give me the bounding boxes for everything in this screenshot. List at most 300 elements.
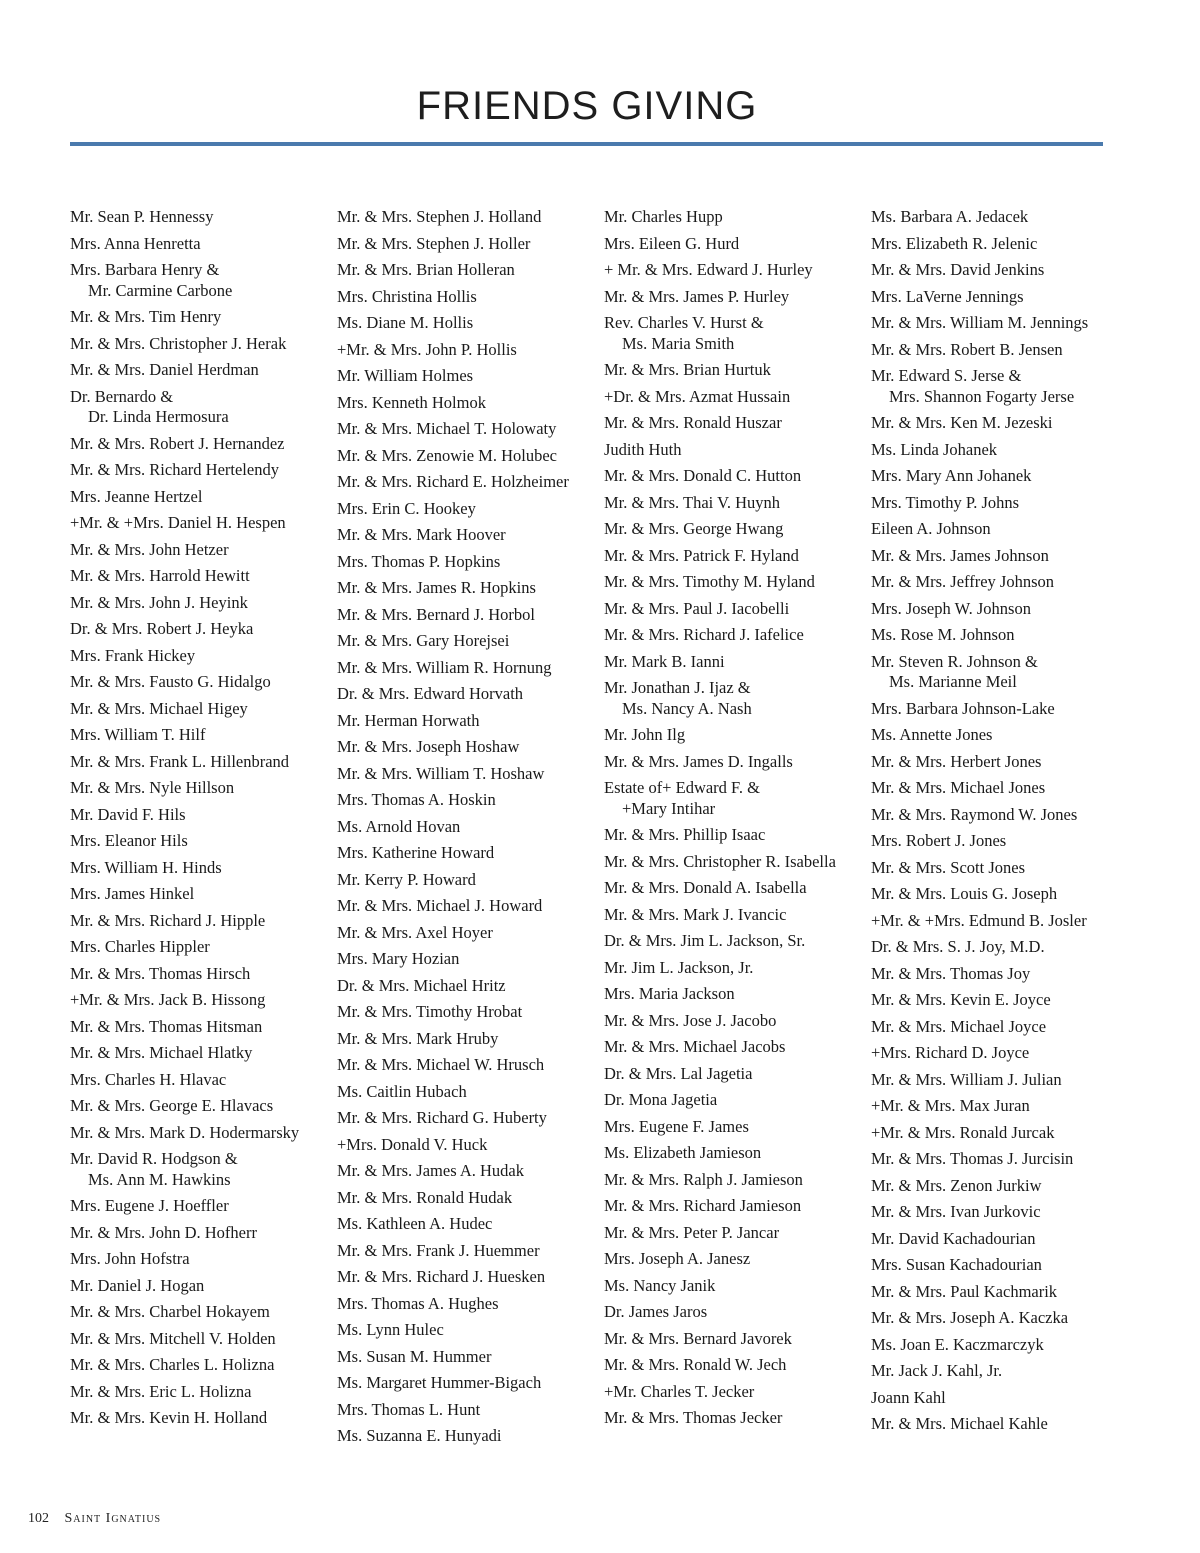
donor-name	[871, 546, 1133, 567]
donor-name	[337, 631, 599, 652]
donor-name	[871, 1308, 1133, 1329]
donor-name-line: Mr. & Mrs. Kevin E. Joyce	[871, 990, 1051, 1009]
donor-name-line: Dr. & Mrs. Jim L. Jackson, Sr.	[604, 931, 806, 950]
donor-name	[337, 340, 599, 361]
donor-name	[337, 605, 599, 626]
donor-name-line: Mrs. Mary Ann Johanek	[871, 466, 1032, 485]
donor-name-line: Mr. & Mrs. George E. Hlavacs	[70, 1096, 274, 1115]
donor-name-line: Mr. & Mrs. Richard G. Huberty	[337, 1108, 547, 1127]
donor-name-line: Mr. & Mrs. Michael T. Holowaty	[337, 419, 557, 438]
donor-name	[70, 1096, 332, 1117]
donor-name-line: Ms. Rose M. Johnson	[871, 625, 1015, 644]
donor-name	[604, 493, 866, 514]
donor-name	[337, 1029, 599, 1050]
donor-name-line: Dr. Bernardo &	[70, 386, 174, 406]
title-divider	[70, 142, 1103, 146]
donor-name	[604, 725, 866, 746]
donor-name-line: Mr. & Mrs. Charles L. Holizna	[70, 1355, 275, 1374]
donor-name-line: Mr. & Mrs. Ivan Jurkovic	[871, 1202, 1041, 1221]
donor-name	[604, 652, 866, 673]
donor-name	[871, 752, 1133, 773]
donor-name	[604, 1064, 866, 1085]
donor-name	[604, 1117, 866, 1138]
donor-name-line: Mr. & Mrs. Tim Henry	[70, 307, 222, 326]
donor-name	[604, 440, 866, 461]
donor-name	[604, 1170, 866, 1191]
donor-name	[604, 546, 866, 567]
donor-name	[337, 976, 599, 997]
donor-name	[70, 1043, 332, 1064]
donor-name-line: Mr. & Mrs. Thomas J. Jurcisin	[871, 1149, 1074, 1168]
donor-name-line: Mr. & Mrs. Donald A. Isabella	[604, 878, 807, 897]
donor-name	[337, 764, 599, 785]
donor-name-line: Mrs. Barbara Henry &	[70, 260, 220, 279]
donor-name-line: Mr. & Mrs. Ken M. Jezeski	[871, 413, 1053, 432]
donor-name-line: Mr. & Mrs. Daniel Herdman	[70, 360, 259, 379]
donor-name	[871, 1229, 1133, 1250]
donor-name	[337, 870, 599, 891]
donor-name	[337, 737, 599, 758]
donor-name	[70, 1408, 332, 1429]
donor-name-line: Mr. & Mrs. Nyle Hillson	[70, 778, 235, 797]
donor-name-line: Mr. & Mrs. Charbel Hokayem	[70, 1302, 270, 1321]
donor-name	[604, 313, 866, 354]
donor-name	[871, 1043, 1133, 1064]
donor-name-line: Mr. John Ilg	[604, 725, 686, 744]
donor-name	[337, 1002, 599, 1023]
donor-name-continuation: Ms. Nancy A. Nash	[622, 698, 752, 718]
donor-name	[70, 434, 332, 455]
donor-column-2	[337, 207, 599, 1453]
donor-name-line: Ms. Barbara A. Jedacek	[871, 207, 1029, 226]
donor-name-line: Mr. & Mrs. Christopher J. Herak	[70, 333, 287, 353]
donor-name-line: Mr. Charles Hupp	[604, 207, 723, 226]
donor-name-line: Mrs. Christina Hollis	[337, 286, 477, 306]
donor-name-line: Mr. Mark B. Ianni	[604, 651, 725, 671]
donor-name-line: Mr. & Mrs. Robert J. Hernandez	[70, 433, 285, 453]
donor-name-line: Mr. & Mrs. John D. Hofherr	[70, 1222, 257, 1242]
donor-name-line: Mr. & Mrs. Jeffrey Johnson	[871, 572, 1055, 591]
donor-name	[337, 313, 599, 334]
donor-name	[604, 1143, 866, 1164]
donor-name-line: Mr. & Mrs. Timothy Hrobat	[337, 1002, 523, 1021]
donor-name	[871, 572, 1133, 593]
donor-column-3	[604, 207, 866, 1435]
donor-name-line: Ms. Kathleen A. Hudec	[337, 1214, 493, 1233]
donor-name-line: Ms. Caitlin Hubach	[337, 1081, 467, 1101]
donor-name-line: Mrs. Eileen G. Hurd	[604, 233, 740, 253]
donor-name	[604, 1355, 866, 1376]
donor-name	[337, 1214, 599, 1235]
donor-name-line: Mr. & Mrs. Michael W. Hrusch	[337, 1055, 545, 1074]
donor-name-line: Mr. & Mrs. Eric L. Holizna	[70, 1381, 252, 1401]
donor-name	[871, 625, 1133, 646]
donor-name	[70, 207, 332, 228]
donor-name	[604, 778, 866, 819]
donor-name-line: Dr. & Mrs. Michael Hritz	[337, 975, 506, 995]
donor-name	[337, 1267, 599, 1288]
donor-name	[871, 805, 1133, 826]
donor-name-line: Ms. Arnold Hovan	[337, 816, 461, 836]
donor-name	[337, 393, 599, 414]
donor-name-line: Mr. & Mrs. Paul Kachmarik	[871, 1281, 1058, 1301]
donor-name-line: Mr. & Mrs. Michael J. Howard	[337, 896, 543, 915]
donor-name	[871, 234, 1133, 255]
donor-name-line: Mr. & Mrs. Frank J. Huemmer	[337, 1240, 540, 1260]
donor-name	[871, 1123, 1133, 1144]
donor-name-line: Estate of+ Edward F. &	[604, 778, 760, 797]
donor-name-line: Ms. Lynn Hulec	[337, 1320, 444, 1339]
donor-name-line: Mr. & Mrs. William M. Jennings	[871, 313, 1089, 332]
donor-name	[337, 1320, 599, 1341]
donor-name-line: Mr. & Mrs. Kevin H. Holland	[70, 1408, 268, 1427]
donor-name	[337, 419, 599, 440]
donor-name-line: Mr. Steven R. Johnson &	[871, 651, 1038, 671]
donor-name	[871, 990, 1133, 1011]
donor-name	[871, 599, 1133, 620]
donor-name-line: Mr. & Mrs. David Jenkins	[871, 260, 1045, 279]
donor-name	[70, 805, 332, 826]
donor-name-line: Mrs. LaVerne Jennings	[871, 286, 1024, 306]
donor-name-continuation: +Mary Intihar	[622, 798, 716, 818]
donor-name	[70, 540, 332, 561]
donor-name	[337, 949, 599, 970]
donor-name-line: Dr. & Mrs. S. J. Joy, M.D.	[871, 937, 1045, 956]
donor-name-line: +Dr. & Mrs. Azmat Hussain	[604, 386, 791, 406]
donor-name-line: Mr. & Mrs. Brian Hurtuk	[604, 360, 771, 379]
donor-name-continuation: Ms. Marianne Meil	[889, 672, 1017, 691]
donor-name	[337, 1135, 599, 1156]
donor-name	[604, 678, 866, 719]
donor-name	[871, 1361, 1133, 1382]
donor-name	[604, 413, 866, 434]
donor-name-line: Mrs. Charles H. Hlavac	[70, 1069, 227, 1089]
donor-name	[70, 387, 332, 428]
donor-name-line: Mr. & Mrs. Thomas Hitsman	[70, 1016, 263, 1036]
donor-name	[337, 366, 599, 387]
donor-name	[337, 578, 599, 599]
donor-name	[70, 964, 332, 985]
donor-name-line: +Mr. Charles T. Jecker	[604, 1381, 755, 1401]
donor-name	[70, 778, 332, 799]
donor-name	[70, 1123, 332, 1144]
donor-name	[70, 911, 332, 932]
donor-name	[604, 260, 866, 281]
donor-name	[337, 1188, 599, 1209]
donor-name-continuation: Dr. Linda Hermosura	[88, 407, 229, 426]
donor-name	[337, 711, 599, 732]
donor-name	[70, 672, 332, 693]
donor-name-line: Mr. & Mrs. James R. Hopkins	[337, 578, 536, 597]
donor-name	[70, 1017, 332, 1038]
donor-name-line: Mr. & Mrs. Michael Joyce	[871, 1016, 1047, 1036]
donor-name	[604, 825, 866, 846]
donor-name-line: Mr. & Mrs. Peter P. Jancar	[604, 1222, 780, 1242]
donor-name	[337, 923, 599, 944]
donor-name	[871, 493, 1133, 514]
donor-name	[337, 499, 599, 520]
donor-name-line: Mr. & Mrs. Stephen J. Holland	[337, 207, 542, 226]
donor-name-line: Mrs. James Hinkel	[70, 884, 195, 903]
donor-name-continuation: Mrs. Shannon Fogarty Jerse	[889, 386, 1075, 406]
donor-name-line: Mr. & Mrs. Timothy M. Hyland	[604, 572, 815, 591]
donor-name	[337, 1108, 599, 1129]
donor-name-line: Mr. & Mrs. Christopher R. Isabella	[604, 851, 836, 871]
donor-name-line: Mrs. Charles Hippler	[70, 937, 210, 956]
donor-name-line: Mr. & Mrs. Michael Jones	[871, 778, 1046, 797]
donor-name	[70, 831, 332, 852]
donor-name-line: Mr. & Mrs. William R. Hornung	[337, 657, 552, 677]
donor-name	[337, 1082, 599, 1103]
donor-name-line: + Mr. & Mrs. Edward J. Hurley	[604, 260, 813, 279]
donor-name	[871, 1017, 1133, 1038]
donor-name	[70, 307, 332, 328]
donor-name-line: Mr. & Mrs. James P. Hurley	[604, 286, 790, 306]
donor-name	[871, 884, 1133, 905]
donor-name-line: Mr. & Mrs. Ronald Huszar	[604, 413, 782, 432]
donor-name	[70, 1355, 332, 1376]
donor-name	[70, 937, 332, 958]
donor-name-line: Mrs. Mary Hozian	[337, 949, 460, 968]
donor-name	[604, 1037, 866, 1058]
donor-name-line: Mrs. Frank Hickey	[70, 645, 196, 665]
donor-name-line: Mrs. Elizabeth R. Jelenic	[871, 233, 1038, 253]
donor-name	[604, 958, 866, 979]
donor-name	[337, 658, 599, 679]
donor-name-line: Mr. & Mrs. Mark J. Ivancic	[604, 904, 787, 924]
donor-name	[871, 260, 1133, 281]
donor-name-line: Mr. & Mrs. Joseph Hoshaw	[337, 737, 520, 756]
donor-name	[604, 387, 866, 408]
donor-name-line: Mr. & Mrs. Stephen J. Holler	[337, 233, 531, 253]
donor-name	[871, 1335, 1133, 1356]
donor-name	[70, 1223, 332, 1244]
donor-name-line: Joann Kahl	[871, 1387, 946, 1407]
donor-name	[70, 460, 332, 481]
donor-name	[604, 360, 866, 381]
donor-name	[871, 340, 1133, 361]
donor-name	[70, 646, 332, 667]
donor-name-line: Ms. Linda Johanek	[871, 439, 998, 459]
donor-name-line: Mr. & Mrs. John Hetzer	[70, 539, 229, 559]
donor-name	[337, 207, 599, 228]
donor-name	[871, 725, 1133, 746]
donor-name	[604, 572, 866, 593]
donor-name	[604, 1196, 866, 1217]
donor-name-line: Mr. & Mrs. Thai V. Huynh	[604, 492, 781, 512]
donor-name-line: Mr. & Mrs. Brian Holleran	[337, 260, 515, 279]
donor-name-line: Mrs. Thomas A. Hughes	[337, 1293, 499, 1313]
donor-name-line: Eileen A. Johnson	[871, 519, 991, 538]
donor-name	[604, 234, 866, 255]
donor-name-line: Mr. & Mrs. Richard Hertelendy	[70, 460, 279, 479]
donor-name-line: Mr. & Mrs. Michael Higey	[70, 698, 248, 718]
donor-name-line: +Mr. & +Mrs. Daniel H. Hespen	[70, 513, 286, 532]
donor-name-line: Mr. & Mrs. Herbert Jones	[871, 751, 1042, 771]
donor-name	[871, 519, 1133, 540]
donor-name	[871, 964, 1133, 985]
donor-name-line: Mr. & Mrs. Harrold Hewitt	[70, 566, 250, 585]
donor-name	[337, 1347, 599, 1368]
donor-name	[70, 858, 332, 879]
donor-name	[871, 1096, 1133, 1117]
donor-name	[604, 1249, 866, 1270]
donor-name-line: Mr. & Mrs. William J. Julian	[871, 1069, 1062, 1089]
donor-name	[871, 1414, 1133, 1435]
donor-name-line: Mr. & Mrs. Phillip Isaac	[604, 825, 766, 844]
donor-name	[604, 984, 866, 1005]
donor-name	[871, 652, 1133, 693]
donor-name	[337, 472, 599, 493]
donor-name-line: Mrs. William H. Hinds	[70, 857, 222, 877]
donor-name-line: Mr. & Mrs. Ralph J. Jamieson	[604, 1169, 803, 1189]
donor-name-line: Mr. & Mrs. Richard J. Iafelice	[604, 625, 804, 644]
donor-name	[70, 513, 332, 534]
donor-name	[604, 1011, 866, 1032]
donor-name-line: Mr. & Mrs. Richard E. Holzheimer	[337, 472, 569, 491]
donor-name-line: Ms. Suzanna E. Hunyadi	[337, 1426, 502, 1445]
donor-name-line: Mr. & Mrs. Richard J. Huesken	[337, 1267, 546, 1286]
donor-name	[70, 619, 332, 640]
donor-name	[604, 1408, 866, 1429]
donor-name-line: Mrs. Joseph A. Janesz	[604, 1249, 751, 1268]
donor-name-line: Mr. & Mrs. Thomas Hirsch	[70, 963, 251, 983]
donor-name-line: Mr. Herman Horwath	[337, 710, 480, 730]
page-number: 102	[28, 1511, 49, 1526]
donor-name	[70, 1329, 332, 1350]
donor-name	[70, 566, 332, 587]
donor-name	[70, 234, 332, 255]
donor-name-line: Mr. & Mrs. Patrick F. Hyland	[604, 545, 799, 565]
donor-name-line: Ms. Annette Jones	[871, 725, 993, 744]
donor-name-line: Dr. & Mrs. Lal Jagetia	[604, 1063, 753, 1083]
donor-name-line: Mrs. Eugene F. James	[604, 1116, 749, 1136]
donor-name	[70, 1070, 332, 1091]
donor-name	[70, 1196, 332, 1217]
donor-name-line: Mrs. Thomas A. Hoskin	[337, 790, 496, 809]
donor-name-line: Mrs. William T. Hilf	[70, 725, 206, 744]
donor-name-line: Ms. Margaret Hummer-Bigach	[337, 1373, 542, 1392]
publication-name: Saint Ignatius	[64, 1511, 162, 1526]
donor-name-line: Ms. Nancy Janik	[604, 1275, 716, 1295]
donor-name	[337, 1241, 599, 1262]
donor-name	[871, 937, 1133, 958]
donor-name-line: Mr. Sean P. Hennessy	[70, 207, 214, 226]
donor-name	[337, 684, 599, 705]
donor-name	[337, 896, 599, 917]
donor-name	[604, 287, 866, 308]
donor-name-line: +Mr. & Mrs. Jack B. Hissong	[70, 990, 266, 1009]
donor-name	[604, 752, 866, 773]
donor-name	[604, 599, 866, 620]
donor-name-line: Mr. & Mrs. Thomas Jecker	[604, 1408, 783, 1427]
donor-name	[604, 1382, 866, 1403]
donor-name	[604, 1090, 866, 1111]
donor-name	[337, 1161, 599, 1182]
donor-name	[604, 931, 866, 952]
donor-name	[871, 313, 1133, 334]
donor-name-line: Mrs. Jeanne Hertzel	[70, 486, 203, 506]
donor-name	[871, 1388, 1133, 1409]
donor-name	[70, 1149, 332, 1190]
donor-name-line: +Mr. & Mrs. Ronald Jurcak	[871, 1122, 1055, 1142]
donor-name	[70, 593, 332, 614]
donor-name	[604, 466, 866, 487]
donor-name-line: Mr. William Holmes	[337, 366, 474, 385]
donor-name-continuation: Ms. Maria Smith	[622, 333, 735, 353]
donor-name-line: Mr. & Mrs. Ronald W. Jech	[604, 1355, 787, 1374]
donor-name-line: Mr. Edward S. Jerse &	[871, 366, 1022, 385]
donor-name	[337, 552, 599, 573]
donor-name-line: Mr. David R. Hodgson &	[70, 1149, 238, 1168]
donor-column-1	[70, 207, 332, 1435]
donor-name	[604, 905, 866, 926]
donor-name-line: Mr. & Mrs. James D. Ingalls	[604, 751, 793, 771]
donor-name-line: Mr. & Mrs. Fausto G. Hidalgo	[70, 672, 271, 691]
donor-name-line: Mr. & Mrs. Raymond W. Jones	[871, 804, 1078, 824]
donor-name	[604, 207, 866, 228]
donor-name-line: Mrs. Katherine Howard	[337, 843, 495, 862]
donor-name	[871, 1202, 1133, 1223]
donor-name-line: Mr. & Mrs. George Hwang	[604, 519, 784, 538]
donor-name-line: Mrs. Thomas L. Hunt	[337, 1399, 481, 1419]
page-footer	[28, 1511, 161, 1527]
donor-name-line: Mr. & Mrs. Thomas Joy	[871, 963, 1031, 983]
donor-name	[70, 752, 332, 773]
donor-name-continuation: Ms. Ann M. Hawkins	[88, 1169, 231, 1189]
donor-name-line: Mr. & Mrs. Louis G. Joseph	[871, 884, 1058, 903]
donor-name	[871, 1149, 1133, 1170]
donor-name-line: Mr. & Mrs. Bernard J. Horbol	[337, 604, 535, 624]
donor-name-line: Mrs. Erin C. Hookey	[337, 498, 476, 518]
donor-name-line: Mr. & Mrs. Richard J. Hipple	[70, 910, 266, 930]
donor-name-line: Ms. Elizabeth Jamieson	[604, 1143, 762, 1162]
donor-name	[871, 858, 1133, 879]
donor-name-line: Mrs. Susan Kachadourian	[871, 1255, 1042, 1274]
donor-name	[604, 878, 866, 899]
donor-name-line: Mr. & Mrs. Mark Hoover	[337, 525, 506, 544]
donor-name	[337, 446, 599, 467]
donor-name-line: Dr. & Mrs. Edward Horvath	[337, 684, 524, 703]
donor-name	[871, 1070, 1133, 1091]
donor-name-line: Mr. & Mrs. Michael Jacobs	[604, 1037, 786, 1056]
donor-name-line: Mr. & Mrs. Robert B. Jensen	[871, 339, 1063, 359]
donor-name-line: Mr. & Mrs. James A. Hudak	[337, 1161, 524, 1180]
donor-name	[871, 911, 1133, 932]
donor-name-line: Mrs. Eugene J. Hoeffler	[70, 1196, 229, 1215]
donor-name	[604, 1329, 866, 1350]
donor-name	[871, 413, 1133, 434]
donor-name	[337, 1400, 599, 1421]
donor-name	[70, 487, 332, 508]
donor-name-line: +Mr. & Mrs. John P. Hollis	[337, 339, 517, 359]
donor-name	[70, 1302, 332, 1323]
donor-name-line: Mr. & Mrs. Mark D. Hodermarsky	[70, 1122, 300, 1142]
donor-name	[337, 1426, 599, 1447]
donor-name-line: Mr. & Mrs. William T. Hoshaw	[337, 763, 545, 783]
donor-name-line: Mrs. Barbara Johnson-Lake	[871, 698, 1055, 718]
donor-name-line: Mr. & Mrs. Zenon Jurkiw	[871, 1175, 1042, 1195]
donor-name-line: Judith Huth	[604, 439, 682, 459]
donor-name	[337, 1294, 599, 1315]
donor-name-line: Mr. & Mrs. Gary Horejsei	[337, 631, 510, 650]
donor-name-line: +Mr. & +Mrs. Edmund B. Josler	[871, 910, 1087, 930]
donor-name-line: Mr. & Mrs. Jose J. Jacobo	[604, 1010, 777, 1030]
donor-name-line: Mr. & Mrs. Zenowie M. Holubec	[337, 445, 557, 465]
donor-name	[871, 699, 1133, 720]
donor-name-line: Mr. & Mrs. Paul J. Iacobelli	[604, 598, 790, 618]
donor-name-line: +Mrs. Richard D. Joyce	[871, 1043, 1030, 1062]
